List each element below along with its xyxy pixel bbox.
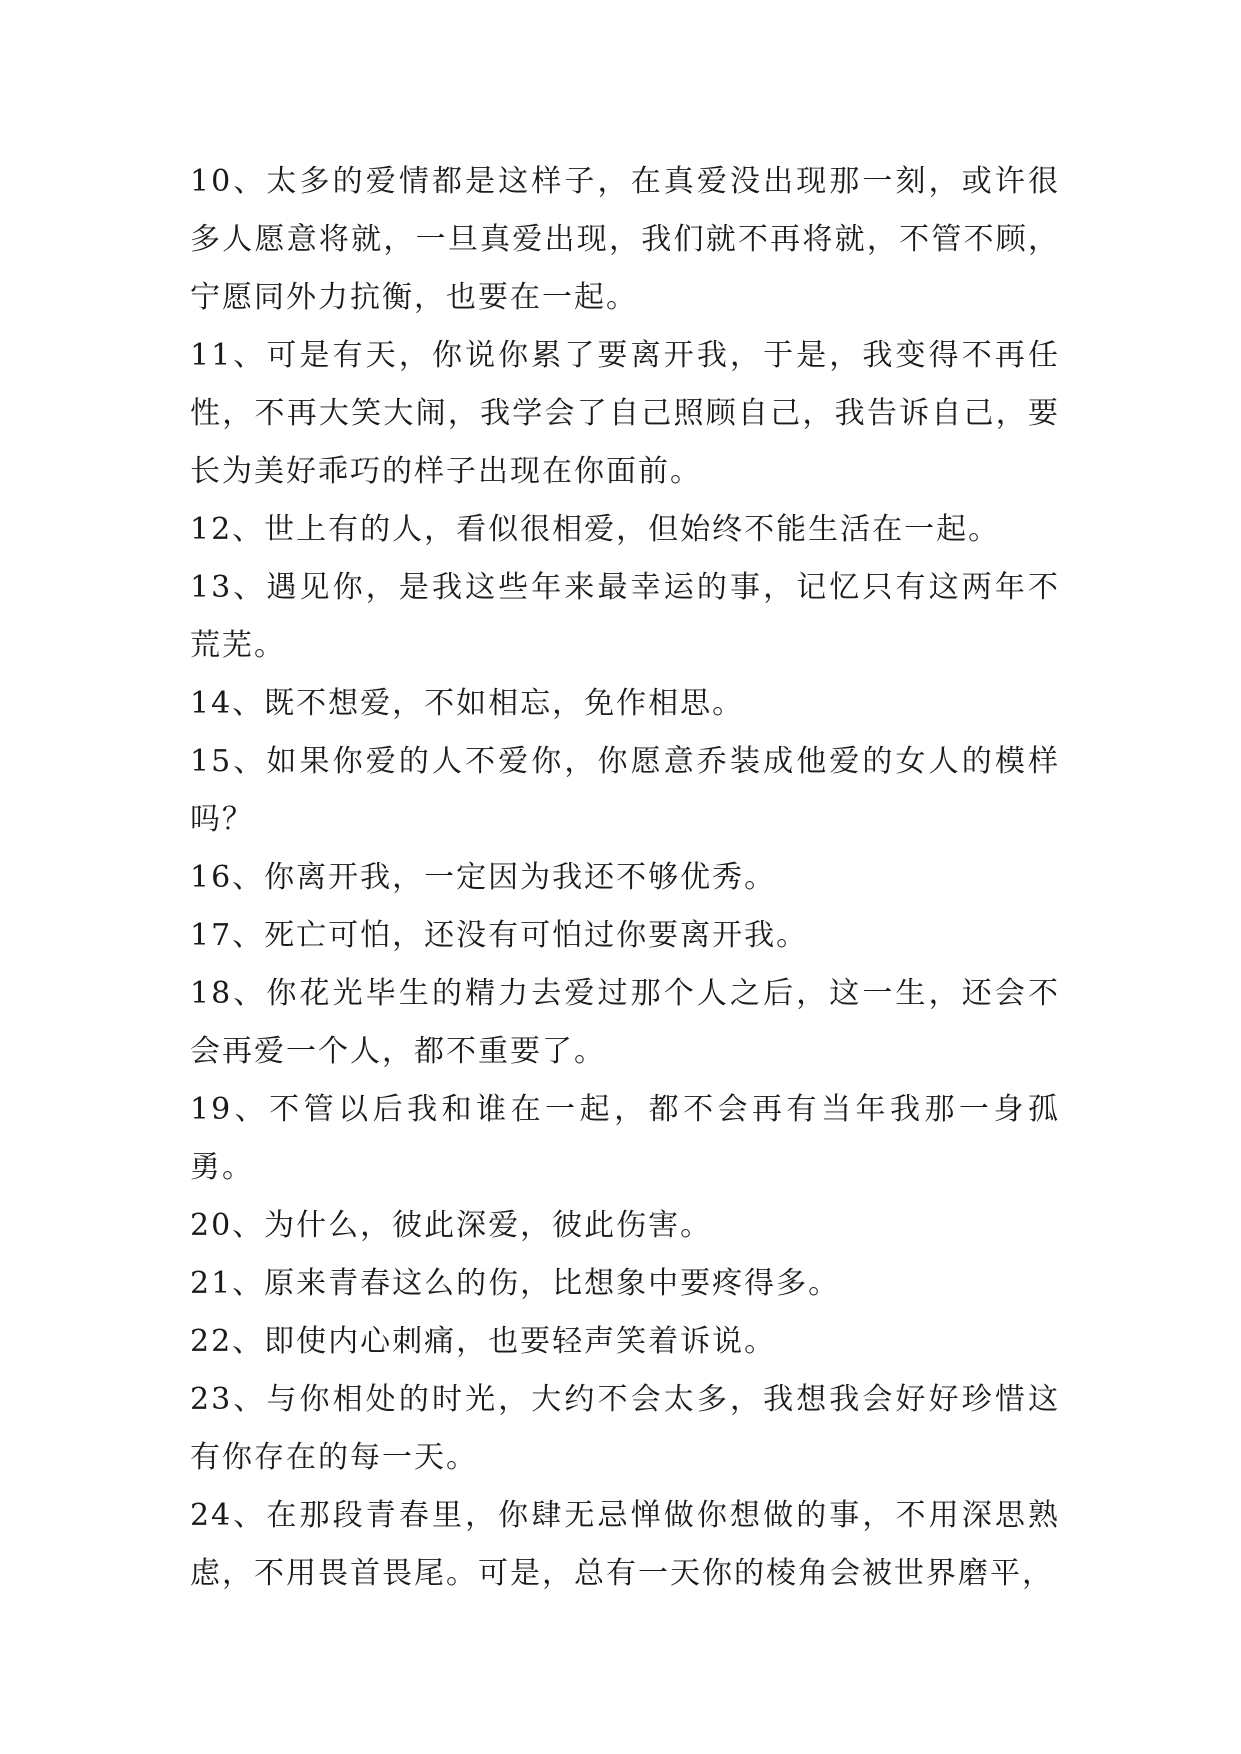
document-body: [190, 153, 1060, 1603]
list-item: 17、死亡可怕，还没有可怕过你要离开我。: [190, 918, 809, 953]
list-item: 13、遇见你，是我这些年来最幸运的事，记忆只有这两年不荒芜。: [190, 570, 1060, 663]
list-item: 19、不管以后我和谁在一起，都不会再有当年我那一身孤勇。: [190, 1092, 1060, 1185]
list-item: 20、为什么，彼此深爱，彼此伤害。: [190, 1208, 713, 1243]
list-item: 22、即使内心刺痛，也要轻声笑着诉说。: [190, 1324, 777, 1359]
list-item: 23、与你相处的时光，大约不会太多，我想我会好好珍惜这有你存在的每一天。: [190, 1382, 1060, 1475]
list-item: 12、世上有的人，看似很相爱，但始终不能生活在一起。: [190, 512, 1001, 547]
list-item: 21、原来青春这么的伤，比想象中要疼得多。: [190, 1266, 841, 1301]
list-item: 11、可是有天，你说你累了要离开我，于是，我变得不再任性，不再大笑大闹，我学会了自己照顾自己，我告诉自己，要长为美好乖巧的样子出现在你面前。: [190, 338, 1060, 489]
list-item: 18、你花光毕生的精力去爱过那个人之后，这一生，还会不会再爱一个人，都不重要了。: [190, 976, 1060, 1069]
list-item: 14、既不想爱，不如相忘，免作相思。: [190, 686, 745, 721]
list-item: 15、如果你爱的人不爱你，你愿意乔装成他爱的女人的模样吗？: [190, 744, 1060, 837]
list-item: 10、太多的爱情都是这样子，在真爱没出现那一刻，或许很多人愿意将就，一旦真爱出现，我们就不再将就，不管不顾，宁愿同外力抗衡，也要在一起。: [190, 164, 1060, 315]
list-item: 16、你离开我，一定因为我还不够优秀。: [190, 860, 777, 895]
list-item: 24、在那段青春里，你肆无忌惮做你想做的事，不用深思熟虑，不用畏首畏尾。可是，总有一天你的棱角会被世界磨平，: [190, 1498, 1060, 1591]
